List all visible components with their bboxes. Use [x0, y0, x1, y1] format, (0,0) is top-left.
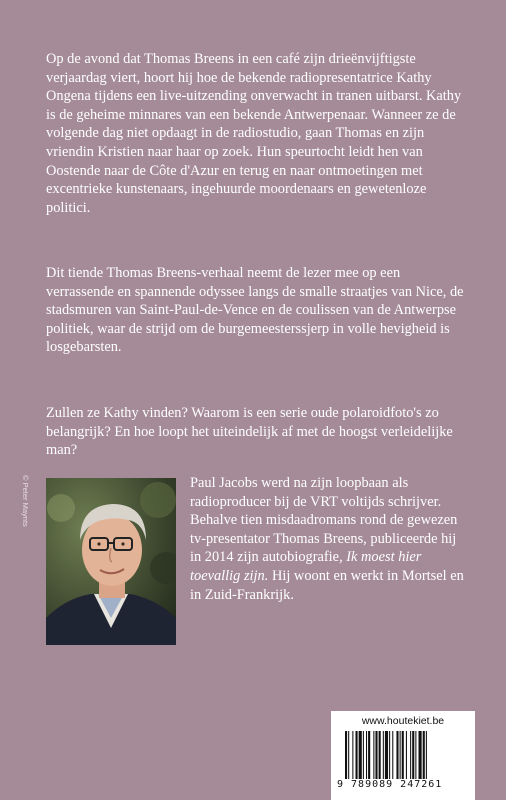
blurb-paragraph-1: Op de avond dat Thomas Breens in een café zijn drieënvijftigste verjaardag viert, hoort hij hoe de bekende radiopresentatrice Kathy Ongena tijdens een live-uitzending onverwacht in tranen uitbarst. Kathy is de geheime minnares van een bekende Antwerpenaar. Wanneer ze de volgende dag niet opdaagt in de radiostudio, gaan Thomas en zijn vriendin Kristien naar haar op zoek. Hun speurtocht leidt hen van Oostende naar de Côte d'Azur en terug en naar ontmoetingen met excentrieke kunstenaars, ingehuurde moordenaars en gewetenloze politici. [46, 51, 462, 216]
barcode-bar [419, 731, 422, 779]
barcode-bar [396, 731, 398, 779]
barcode-bar [363, 731, 364, 779]
author-photo [46, 478, 176, 645]
barcode-bar [368, 731, 370, 779]
barcode-bar [412, 731, 414, 779]
blurb-paragraph-2: Dit tiende Thomas Breens-verhaal neemt de lezer mee op een verrassende en spannende odyssee langs de smalle straatjes van Nice, de stadsmuren van Saint-Paul-de-Vence en de coulissen van de Antwerpse politiek, waar de strijd om de burgemeesterssjerp in volle hevigheid is losgebarsten. [46, 265, 464, 356]
author-bio-part-2: Hij woont en werkt in Mortsel en in Zuid-Frankrijk. [190, 567, 464, 603]
author-book-title: Ik moest hier toevallig zijn. [190, 549, 422, 584]
barcode-bar [402, 731, 404, 779]
barcode-bar [356, 731, 358, 779]
blurb-paragraph-3: Zullen ze Kathy vinden? Waarom is een serie oude polaroidfoto's zo belangrijk? En hoe loopt het uiteindelijk af met de hoogst verleidelijke man? [46, 405, 453, 459]
barcode-bar [415, 731, 416, 779]
author-portrait-illustration [46, 478, 176, 645]
author-bio [190, 474, 470, 604]
barcode-bar [392, 731, 393, 779]
barcode-bar [423, 731, 425, 779]
isbn-number: 9 789089 247261 [337, 779, 443, 790]
publisher-website: www.houtekiet.be [361, 715, 445, 727]
barcode-bar [379, 731, 381, 779]
barcode-panel [331, 711, 475, 800]
barcode-bar [383, 731, 384, 779]
barcode-bar [426, 731, 427, 779]
barcode-bar [366, 731, 367, 779]
barcode-bar [373, 731, 374, 779]
barcode-bar [348, 731, 349, 779]
barcode-bar [406, 731, 407, 779]
barcode-bar [359, 731, 362, 779]
barcode-bar [352, 731, 353, 779]
barcode-bar [385, 731, 388, 779]
barcode-bar [400, 731, 401, 779]
author-bio-part-1: Paul Jacobs werd na zijn loopbaan als radioproducer bij de VRT voltijds schrijver. Behalve tien misdaadromans rond de gewezen tv-presentator Thomas Breens, publiceerde hij in 2014 zijn autobiografie, [190, 475, 458, 566]
barcode-bar [345, 731, 347, 779]
barcode-bar [410, 731, 411, 779]
barcode-bar [375, 731, 377, 779]
photo-credit: © Peter Maynts [21, 475, 30, 527]
barcode-bar [389, 731, 390, 779]
barcode-graphic [345, 731, 467, 779]
